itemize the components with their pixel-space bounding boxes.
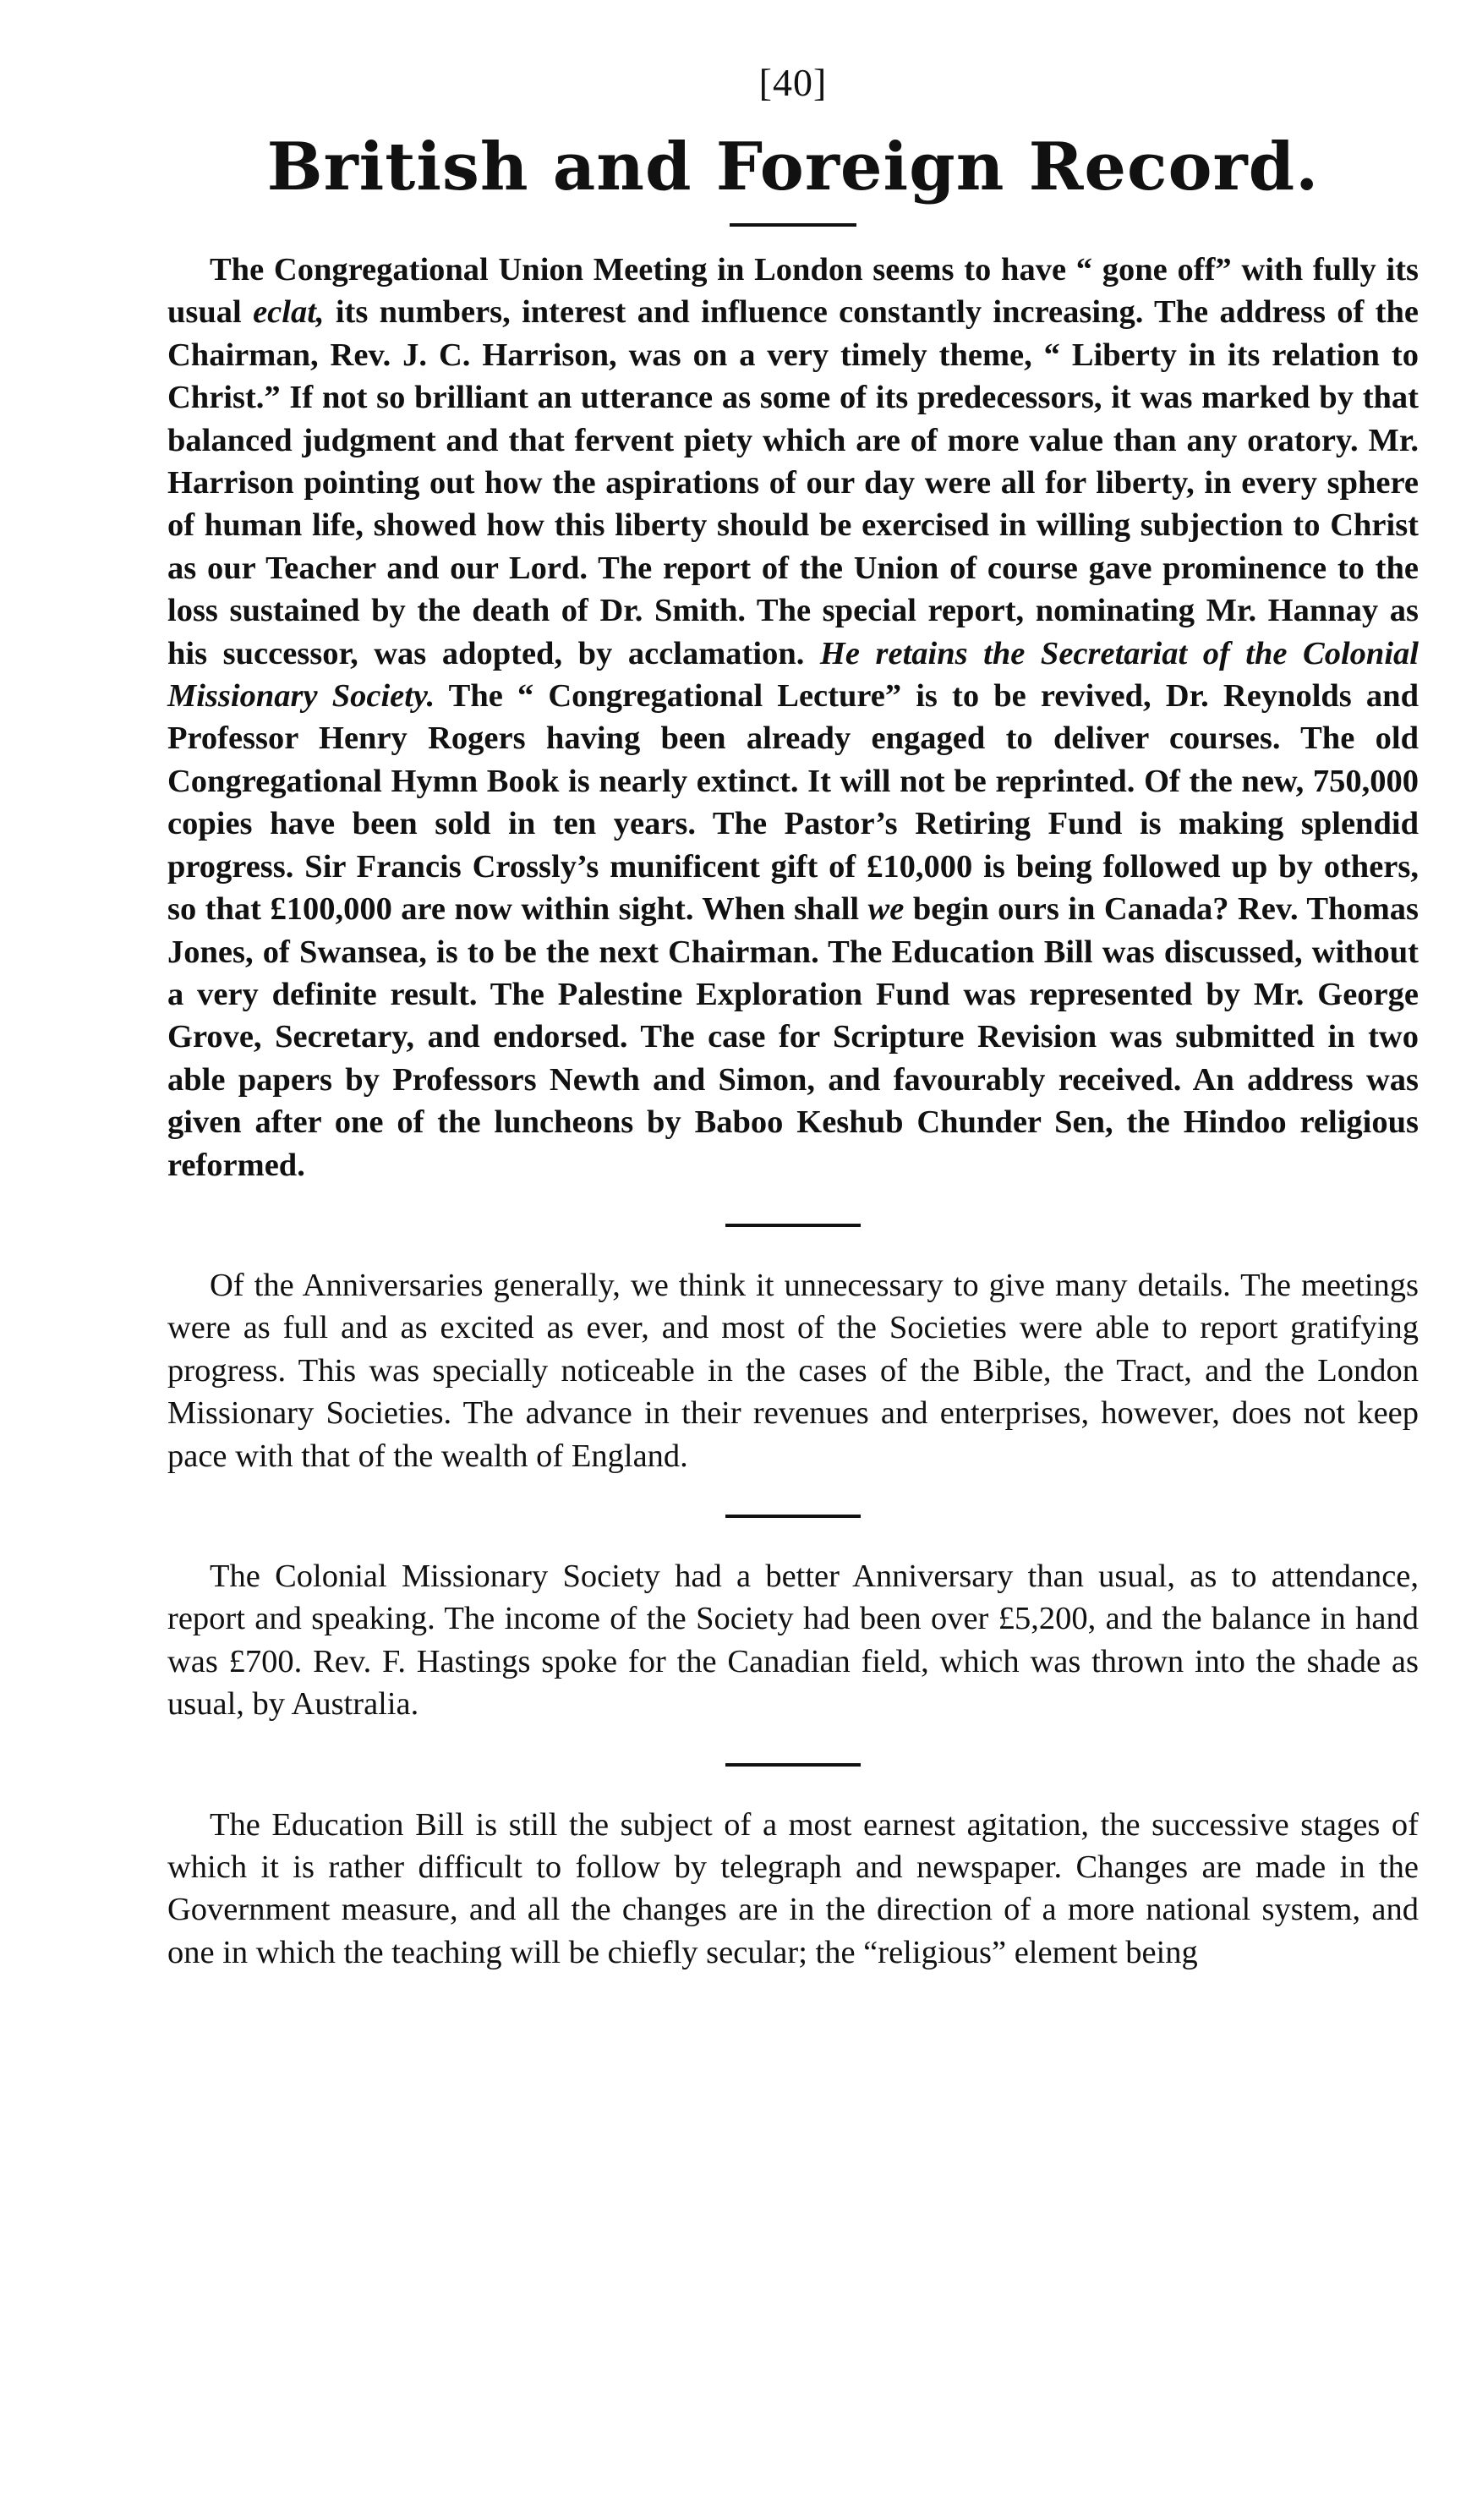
section-divider <box>725 1763 861 1767</box>
italic-text: He retains the Secretariat of the Colonial Missionary Society. <box>167 635 1419 715</box>
paragraph-text: its numbers, interest and influence constantly increasing. The address of the Chairman, Rev. J. C. Harrison, was on a very timely theme, “ Liberty in its relation to Christ.” If not so brilliant an utterance as some of its predecessors, it was marked by that balanced judgment and that fervent piety which are of more value than any oratory. Mr. Harrison pointing out how the aspirations of our day were all for liberty, in every sphere of human life, showed how this liberty should be exercised in willing subjection to Christ as our Teacher and our Lord. The report of the Union of course gave prominence to the loss sustained by the death of Dr. Smith. The special report, nominating Mr. Hannay as his successor, was adopted, by acclamation. <box>167 294 1419 671</box>
paragraph-education-bill: The Education Bill is still the subject of a most earnest agitation, the successive stages of which it is rather difficult to follow by telegraph and newspaper. Changes are made in the Government measure, and all the changes are in the direction of a more national system, and one in which the teaching will be chiefly secular; the “religious” element being <box>167 1806 1419 1970</box>
section-heading: British and Foreign Record. <box>266 129 1320 205</box>
italic-text: we <box>867 891 905 928</box>
section-divider <box>725 1224 861 1227</box>
page-number: [40] <box>758 61 828 104</box>
italic-text: eclat, <box>253 294 325 331</box>
paragraph-colonial-missionary-society: The Colonial Missionary Society had a better Anniversary than usual, as to attendance, report and speaking. The income of the Society had been over £5,200, and the balance in hand was £700. Rev. F. Hastings spoke for the Canadian field, which was thrown into the shade as usual, by Australia. <box>167 1558 1419 1723</box>
document-page <box>167 59 1419 1974</box>
section-divider <box>725 1515 861 1518</box>
paragraph-text: The “ Congregational Lecture” is to be revived, Dr. Reynolds and Professor Henry Rogers having been already engaged to deliver courses. The old Congregational Hymn Book is nearly extinct. It will not be reprinted. Of the new, 750,000 copies have been sold in ten years. The Pastor’s Retiring Fund is making splendid progress. Sir Francis Crossly’s munificent gift of £10,000 is being followed up by others, so that £100,000 are now within sight. When shall <box>167 678 1419 928</box>
paragraph-text: begin ours in Canada? Rev. Thomas Jones, of Swansea, is to be the next Chairman. The Education Bill was discussed, without a very definite result. The Palestine Exploration Fund was represented by Mr. George Grove, Secretary, and endorsed. The case for Scripture Revision was submitted in two able papers by Professors Newth and Simon, and favourably received. An address was given after one of the luncheons by Baboo Keshub Chunder Sen, the Hindoo religious reformed. <box>167 891 1419 1183</box>
heading-rule <box>730 223 856 227</box>
paragraph-text: The Congregational Union Meeting in London seems to have “ gone off” with fully its usual <box>167 252 1419 331</box>
paragraph-congregational-union <box>167 249 1419 1186</box>
paragraph-anniversaries: Of the Anniversaries generally, we think it unnecessary to give many details. The meetings were as full and as excited as ever, and most of the Societies were able to report gratifying progress. This was specially noticeable in the cases of the Bible, the Tract, and the London Missionary Societies. The advance in their revenues and enterprises, however, does not keep pace with that of the wealth of England. <box>167 1267 1419 1474</box>
